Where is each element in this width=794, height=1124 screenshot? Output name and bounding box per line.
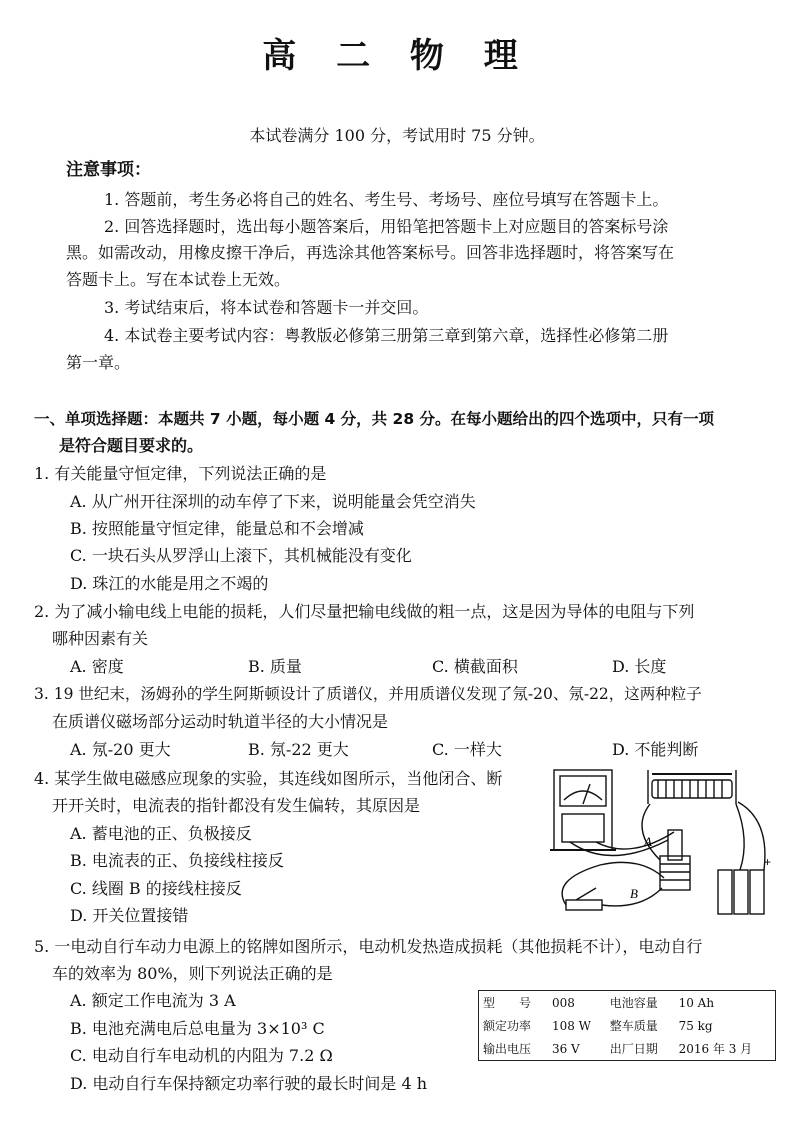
- option-c: C. 横截面积: [432, 657, 518, 676]
- option-c: C. 一样大: [432, 740, 502, 759]
- option-b: B. 质量: [248, 657, 302, 676]
- question-stem-cont: 车的效率为 80%，则下列说法正确的是: [52, 964, 333, 983]
- notes-line: 第一章。: [66, 353, 131, 372]
- section-heading: 一、单项选择题：本题共 7 小题，每小题 4 分，共 28 分。在每小题给出的四个选项中，只有一项: [34, 410, 715, 428]
- page-title: 高 二 物 理: [262, 36, 532, 76]
- notes-line: 3. 考试结束后，将本试卷和答题卡一并交回。: [104, 298, 429, 317]
- table-cell: 108 W: [551, 1018, 591, 1033]
- option-a: A. 氖-20 更大: [70, 740, 171, 759]
- notes-line: 答题卡上。写在本试卷上无效。: [66, 270, 291, 289]
- question-stem: 2. 为了减小输电线上电能的损耗，人们尽量把输电线做的粗一点，这是因为导体的电阻与下列: [34, 602, 695, 621]
- table-row: [479, 991, 776, 1015]
- notes-line: 黑。如需改动，用橡皮擦干净后，再选涂其他答案标号。回答非选择题时，将答案写在: [66, 243, 675, 262]
- question-stem-cont: 哪种因素有关: [52, 629, 149, 648]
- option-b: B. 按照能量守恒定律，能量总和不会增减: [70, 519, 364, 538]
- option-d: D. 开关位置接错: [70, 906, 189, 925]
- battery-icon: [718, 870, 732, 914]
- option-a: A. 从广州开往深圳的动车停了下来，说明能量会凭空消失: [70, 492, 476, 511]
- question-stem-cont: 开开关时，电流表的指针都没有发生偏转，其原因是: [52, 796, 421, 815]
- option-b: B. 电池充满电后总电量为 3×10³ C: [70, 1019, 325, 1038]
- option-b: B. 氖-22 更大: [248, 740, 349, 759]
- label-b: B: [630, 886, 638, 901]
- notes-line: 1. 答题前，考生务必将自己的姓名、考生号、考场号、座位号填写在答题卡上。: [104, 190, 669, 209]
- option-d: D. 长度: [612, 657, 667, 676]
- notes-heading: 注意事项：: [66, 160, 151, 180]
- plus-label: +: [764, 855, 772, 869]
- circuit-figure: [540, 760, 780, 920]
- question-stem: 4. 某学生做电磁感应现象的实验，其连线如图所示，当他闭合、断: [34, 769, 503, 788]
- galvanometer-icon: [554, 770, 612, 850]
- table-cell: 额定功率: [483, 1019, 532, 1033]
- nameplate-table: [478, 990, 776, 1061]
- table-cell: 出厂日期: [609, 1042, 658, 1056]
- notes-line: 4. 本试卷主要考试内容：粤教版必修第三册第三章到第六章，选择性必修第二册: [104, 326, 669, 345]
- option-c: C. 一块石头从罗浮山上滚下，其机械能没有变化: [70, 546, 412, 565]
- coil-b-icon: [660, 856, 690, 890]
- switch-icon: [566, 900, 602, 910]
- table-cell: 75 kg: [678, 1018, 713, 1033]
- rheostat-icon: [652, 780, 732, 798]
- option-c: C. 线圈 B 的接线柱接反: [70, 879, 242, 898]
- section-heading-cont: 是符合题目要求的。: [59, 436, 204, 455]
- option-a: A. 蓄电池的正、负极接反: [70, 824, 252, 843]
- table-cell: 整车质量: [609, 1019, 658, 1033]
- option-d: D. 不能判断: [612, 740, 699, 759]
- question-stem: 3. 19 世纪末，汤姆孙的学生阿斯顿设计了质谱仪，并用质谱仪发现了氖-20、氖-22，这两种粒子: [34, 685, 702, 703]
- label-a: A: [644, 834, 652, 849]
- option-a: A. 密度: [70, 657, 124, 676]
- option-a: A. 额定工作电流为 3 A: [70, 991, 236, 1010]
- table-row: [479, 1014, 776, 1037]
- option-c: C. 电动自行车电动机的内阻为 7.2 Ω: [70, 1046, 333, 1065]
- table-row: [479, 1037, 776, 1061]
- exam-info: 本试卷满分 100 分，考试用时 75 分钟。: [249, 126, 545, 145]
- table-cell: 36 V: [551, 1041, 580, 1056]
- table-cell: 008: [551, 995, 575, 1010]
- table-cell: 型 号: [483, 996, 532, 1010]
- table-cell: 输出电压: [483, 1042, 532, 1056]
- notes-line: 2. 回答选择题时，选出每小题答案后，用铅笔把答题卡上对应题目的答案标号涂: [104, 217, 669, 236]
- question-stem: 1. 有关能量守恒定律，下列说法正确的是: [34, 464, 327, 483]
- table-cell: 2016 年 3 月: [678, 1042, 753, 1056]
- question-stem: 5. 一电动自行车动力电源上的铭牌如图所示，电动机发热造成损耗（其他损耗不计），电动自行: [34, 937, 703, 956]
- option-b: B. 电流表的正、负接线柱接反: [70, 851, 284, 870]
- table-cell: 10 Ah: [678, 995, 715, 1010]
- option-d: D. 电动自行车保持额定功率行驶的最长时间是 4 h: [70, 1074, 428, 1093]
- question-stem-cont: 在质谱仪磁场部分运动时轨道半径的大小情况是: [52, 712, 389, 731]
- option-d: D. 珠江的水能是用之不竭的: [70, 574, 269, 593]
- table-cell: 电池容量: [609, 996, 658, 1010]
